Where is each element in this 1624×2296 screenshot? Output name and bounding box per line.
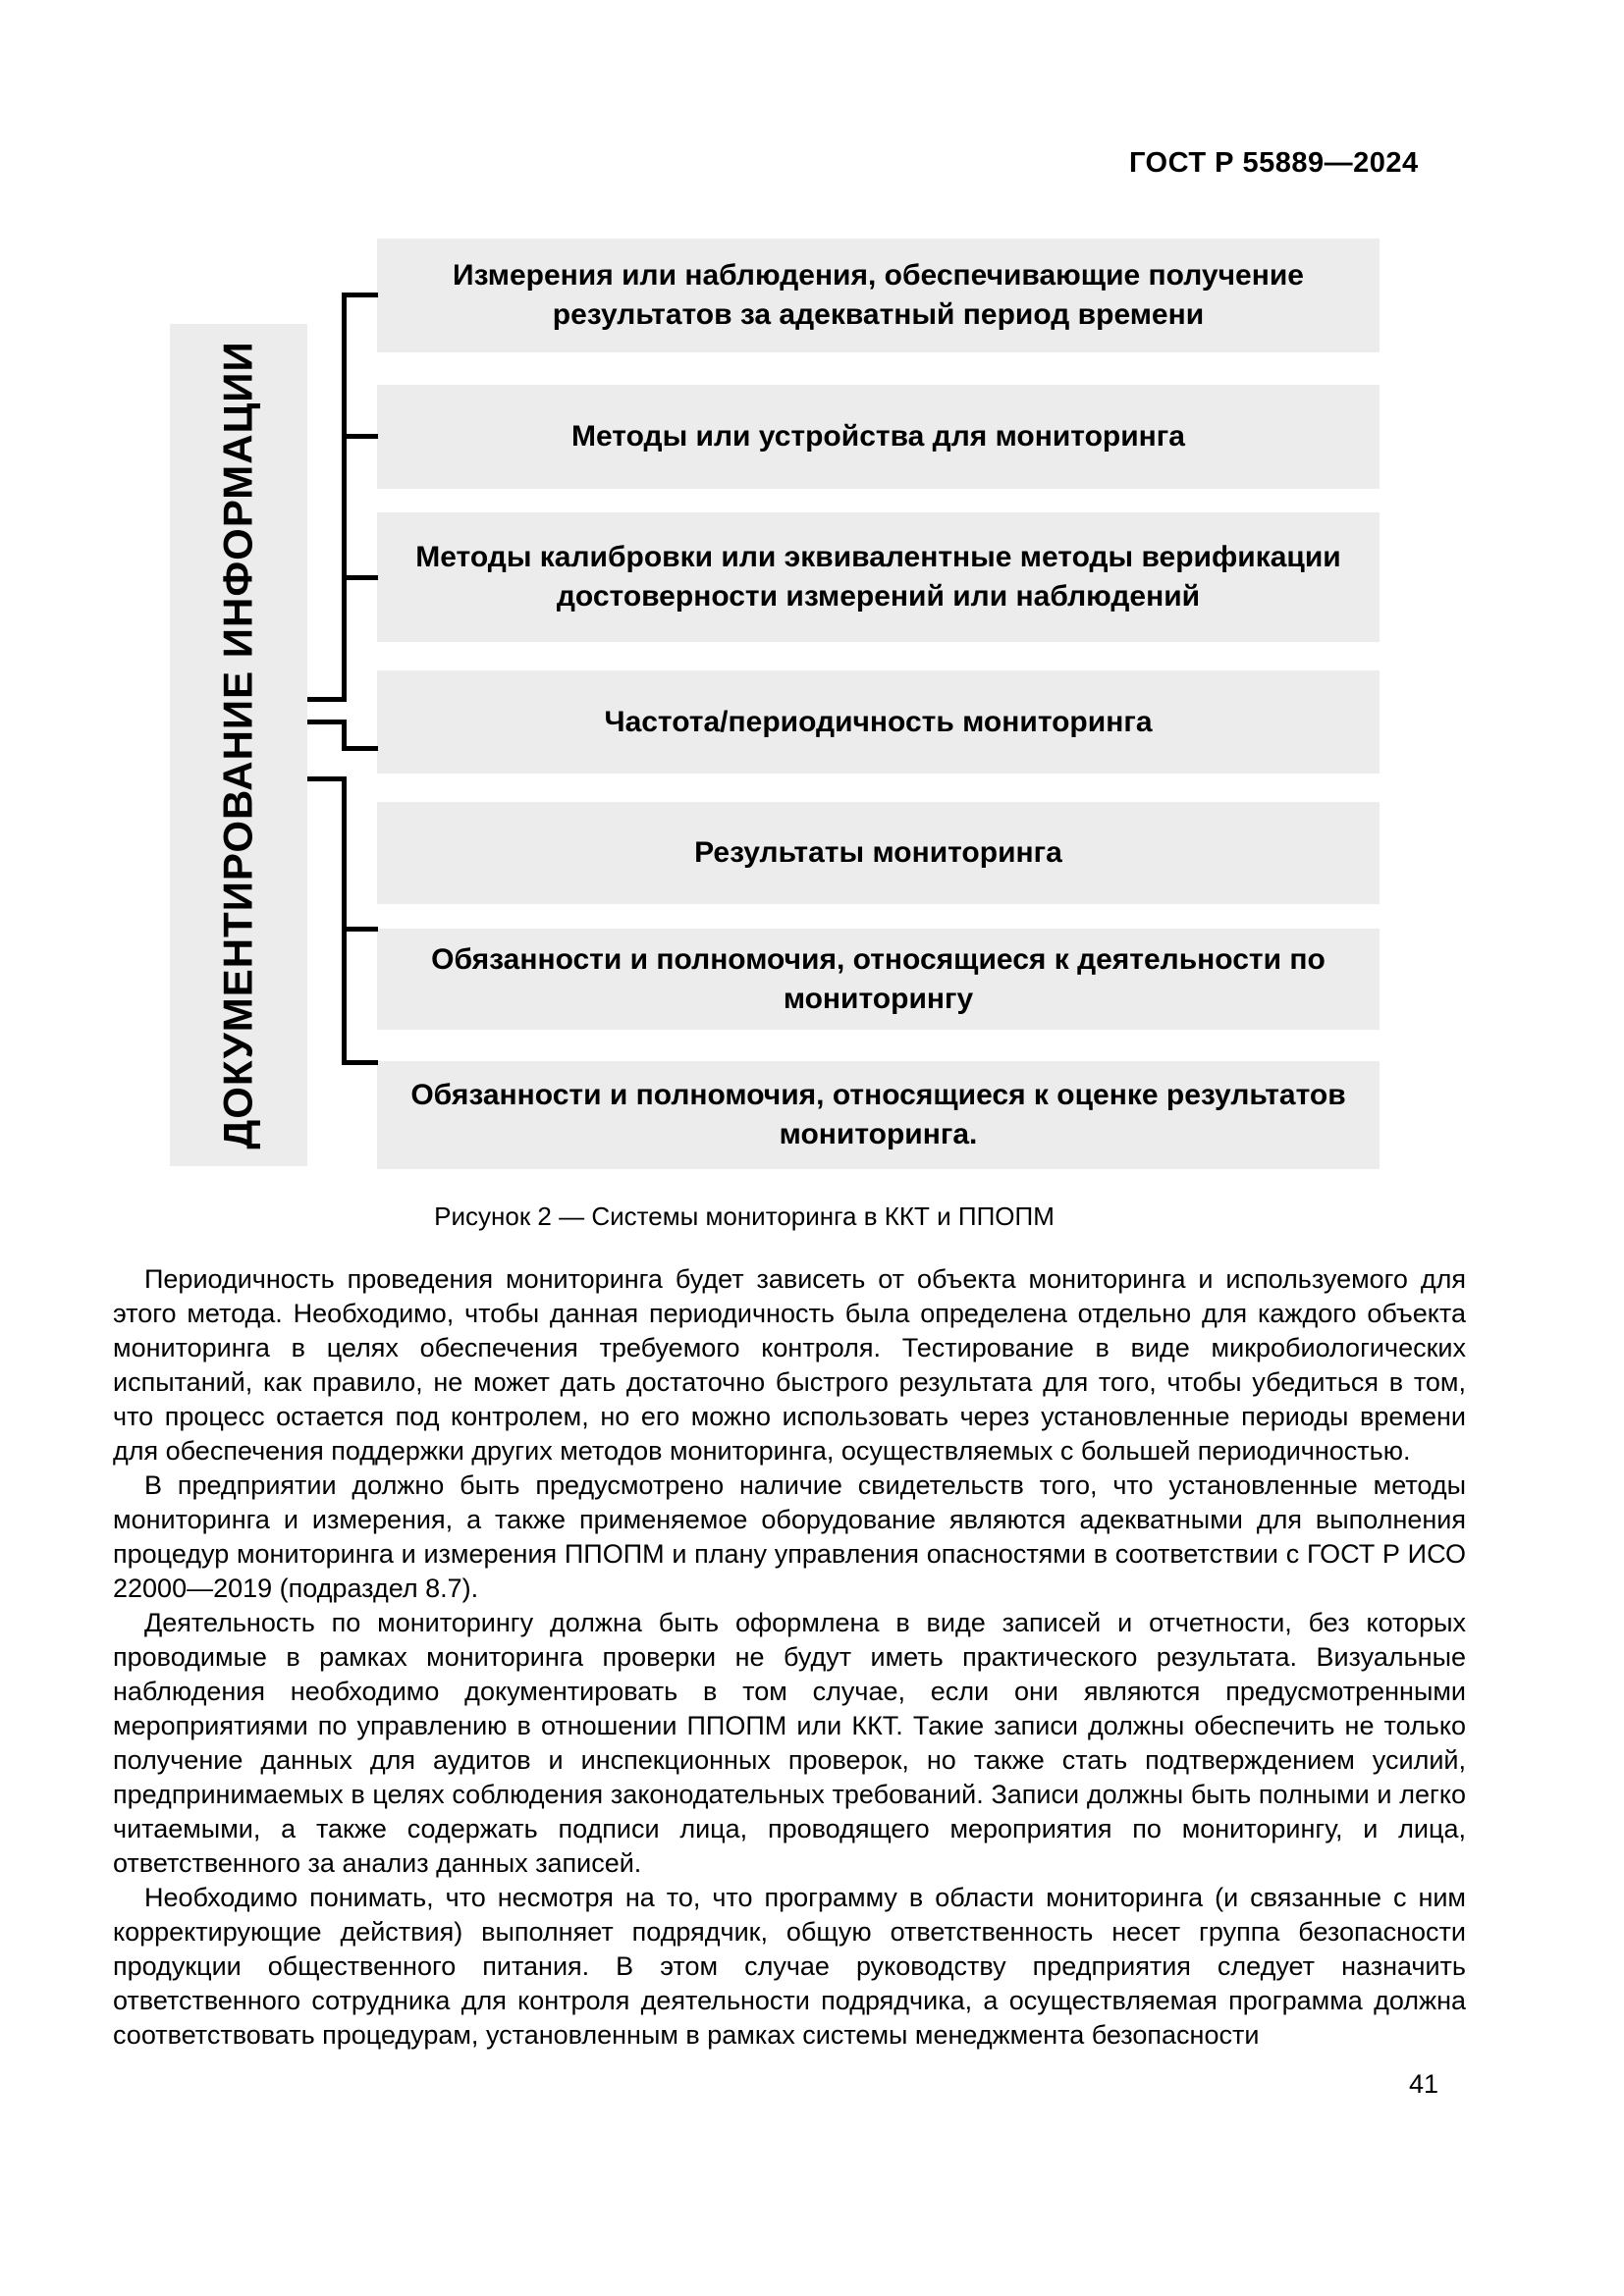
diagram-side-label-box: [170, 324, 307, 1166]
paragraph-evidence-requirements: В предприятии должно быть предусмотрено наличие свидетельств того, что установленные методы мониторинга и измерения, а также применяемое оборудование являются адекватными для выполнения процедур мониторинга и измерения ППОПМ и плану управления опасностями в соответствии с ГОСТ Р ИСО 22000—2019 (подраздел 8.7).: [113, 1470, 1466, 1603]
diagram-box-calibration: Методы калибровки или эквивалентные методы верификации достоверности измерений или наблюдений: [377, 512, 1380, 642]
diagram-side-label: ДОКУМЕНТИРОВАНИЕ ИНФОРМАЦИИ: [215, 341, 261, 1149]
bottom-bracket-tick-box6: [342, 927, 378, 932]
figure-caption: Рисунок 2 — Системы мониторинга в ККТ и ППОПМ: [434, 1201, 1055, 1231]
diagram-box-measurements: Измерения или наблюдения, обеспечивающие получение результатов за адекватный период времени: [377, 239, 1380, 352]
top-bracket-tick-box3: [342, 575, 378, 580]
body-text: [113, 1262, 1466, 2053]
box4-connector-left-line: [307, 720, 347, 724]
top-bracket-stem-line: [307, 697, 347, 702]
top-bracket-tick-box1: [342, 293, 378, 297]
bottom-bracket-stem-line: [307, 776, 347, 781]
diagram-box-results: Результаты мониторинга: [377, 802, 1380, 904]
paragraph-records-documentation: Деятельность по мониторингу должна быть оформлена в виде записей и отчетности, без которых проводимые в рамках мониторинга проверки не будут иметь практического результата. Визуальные наблюдения необходимо документировать в том случае, если они являются предусмотренными мероприятиями по управлению в отношении ППОПМ или ККТ. Такие записи должны обеспечить не только получение данных для аудитов и инспекционных проверок, но также стать подтверждением усилий, предпринимаемых в целях соблюдения законодательных требований. Записи должны быть полными и легко читаемыми, а также содержать подписи лица, проводящего мероприятия по мониторингу, и лица, ответственного за анализ данных записей.: [113, 1608, 1466, 1878]
top-bracket-vertical-line: [342, 293, 347, 702]
diagram-box-duties-evaluation: Обязанности и полномочия, относящиеся к оценке результатов мониторинга.: [377, 1061, 1380, 1169]
bottom-bracket-tick-box7: [342, 1060, 378, 1065]
bottom-bracket-vertical-line: [342, 776, 347, 1065]
top-bracket-tick-box2: [342, 434, 378, 439]
paragraph-contractor-responsibility: Необходимо понимать, что несмотря на то, что программу в области мониторинга (и связанные с ним корректирующие действия) выполняет подрядчик, общую ответственность несет группа безопасности продукции общественного питания. В этом случае руководству предприятия следует назначить ответственного сотрудника для контроля деятельности подрядчика, а осуществляемая программа должна соответствовать процедурам, установленным в рамках системы менеджмента безопасности: [113, 1883, 1466, 2050]
diagram-box-duties-monitoring: Обязанности и полномочия, относящиеся к деятельности по мониторингу: [377, 929, 1380, 1030]
document-code-header: ГОСТ Р 55889—2024: [1129, 147, 1419, 179]
box4-connector-right-line: [342, 746, 378, 751]
paragraph-monitoring-frequency: Периодичность проведения мониторинга будет зависеть от объекта мониторинга и используемого для этого метода. Необходимо, чтобы данная периодичность была определена отдельно для каждого объекта мониторинга в целях обеспечения требуемого контроля. Тестирование в виде микробиологических испытаний, как правило, не может дать достаточно быстрого результата для того, чтобы убедиться в том, что процесс остается под контролем, но его можно использовать через установленные периоды времени для обеспечения поддержки других методов мониторинга, осуществляемых с большей периодичностью.: [113, 1264, 1466, 1466]
diagram-box-frequency: Частота/периодичность мониторинга: [377, 670, 1380, 774]
page-number: 41: [1408, 2069, 1438, 2099]
diagram-box-methods-devices: Методы или устройства для мониторинга: [377, 385, 1380, 489]
